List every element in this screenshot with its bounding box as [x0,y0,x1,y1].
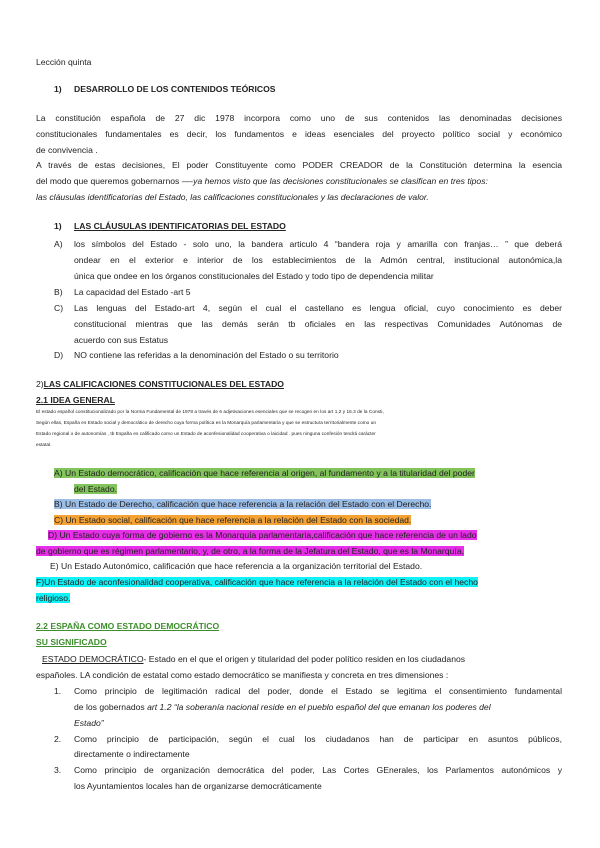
general-line-3: Estado regional o de autonomías , tb España es calificado como un Estado de aconfesionalidad cooperativa o laicidad . pues ninguna confesión tendrá carácter [36,431,376,436]
dimension-2-num: 2. [54,734,62,744]
section1-number: 1) [54,84,62,94]
general-line-2: Según ellas, España es Estado social y democrático de derecho cuya forma política es la Monarquía parlamentaria y que se estructura territorialmente como un [36,420,377,425]
calificacion-e: E) Un Estado Autonómico, calificación que hace referencia a la organización territorial del Estado. [50,561,423,571]
general-line-4: estatal. [36,442,52,447]
dimension-1-num: 1. [54,686,62,696]
lesson-title: Lección quinta [36,57,92,67]
clausula-d-line-1: NO contiene las referidas a la denominación del Estado o su territorio [74,350,339,360]
dimension-2-line-1: Como principio de participación, según el cual los ciudadanos han de participar en asuntos públicos, [74,734,562,744]
clausula-c-line-3: acuerdo con sus Estatus [74,335,169,345]
dimension-1-line-3: Estado” [74,718,104,728]
general-line-1: El estado español constitucionalizado por la Norma Fundamental de 1978 a través de 6 adjetivaciones esenciales que se recogen en los art 1,2 y 16.3 de la Consti, [36,409,384,414]
calificacion-f-line-1: F)Un Estado de aconfesionalidad cooperativa, calificación que hace referencia a la relación del Estado con el hecho [36,577,478,587]
clausula-a-line-1: los símbolos del Estado - solo uno, la bandera articulo 4 “bandera roja y amarilla con franjas… ” que deberá [74,239,562,249]
para2-line-3: las cláusulas identificatorias del Estado, las calificaciones constitucionales y las declaraciones de valor. [36,192,429,202]
clausula-c-line-2: constitucional mientras que las demás serán tb oficiales en las respectivas Comunidades Autónomas de [74,319,562,329]
clausula-a-line-3: única que ondee en los órganos constitucionales del Estado y todo tipo de dependencia militar [74,271,434,281]
dimension-3-num: 3. [54,765,62,775]
clausula-d-letter: D) [54,350,64,360]
clausula-a-line-2: ondear en el exterior e interior de los establecimientos de la Admón central, institucional autonómica,la [74,255,562,265]
intro-line-1: La constitución española de 27 dic 1978 incorpora como uno de sus contenidos las denominadas decisiones [36,113,562,123]
definition-line-1: ESTADO DEMOCRÁTICO- Estado en el que el origen y titularidad del poder político residen en los ciudadanos [42,654,466,664]
clausulas-heading: LAS CLÁUSULAS IDENTIFICATORIAS DEL ESTADO [74,221,286,231]
calificacion-a-line-1: A) Un Estado democrático, calificación que hace referencia al origen, al fundamento y a la titularidad del poder [54,468,475,478]
section1-heading: DESARROLLO DE LOS CONTENIDOS TEÓRICOS [74,84,276,94]
dimension-3-line-1: Como principio de organización democrática del poder, Las Cortes GEnerales, los Parlamentos autonómicos y [74,765,562,775]
section22-subheading: SU SIGNIFICADO [36,637,107,647]
section2-subheading: 2.1 IDEA GENERAL [36,395,115,405]
clausula-b-line-1: La capacidad del Estado -art 5 [74,287,191,297]
clausula-c-letter: C) [54,303,64,313]
intro-line-2: constitucionales fundamentales es decir, los fundamentos e ideas esenciales del proyecto político social y económico [36,129,562,139]
dimension-3-line-2: los Ayuntamientos locales han de organizarse democráticamente [74,781,322,791]
calificacion-c: C) Un Estado social, calificación que hace referencia a la relación del Estado con la sociedad. [54,515,412,525]
clausula-b-letter: B) [54,287,63,297]
dimension-1-line-1: Como principio de legitimación radical del poder, donde el Estado se legitima el consentimiento fundamental [74,686,562,696]
para2-line-2: del modo que queremos gobernarnos —-ya hemos visto que las decisiones constitucionales se clasifican en tres tipos: [36,176,488,186]
section22-heading: 2.2 ESPAÑA COMO ESTADO DEMOCRÁTICO [36,621,220,631]
clausula-a-letter: A) [54,239,63,249]
clausula-c-line-1: Las lenguas del Estado-art 4, según el cual el castellano es lengua oficial, cuyo conocimiento es deber [74,303,562,313]
definition-line-2: españoles. LA condición de estatal como estado democrático se manifiesta y concreta en tres dimensiones : [36,670,449,680]
dimension-2-line-2: directamente o indirectamente [74,749,190,759]
calificacion-b: B) Un Estado de Derecho, calificación que hace referencia a la relación del Estado con el Derecho. [54,499,432,509]
calificacion-a-line-2: del Estado. [74,484,117,494]
intro-line-3: de convivencia . [36,145,98,155]
dimension-1-line-2: de los gobernados art 1.2 “la soberanía nacional reside en el pueblo español del que emanan los poderes del [74,702,491,712]
calificacion-f-line-2: religioso. [36,593,71,603]
section2-heading: 2)LAS CALIFICACIONES CONSTITUCIONALES DEL ESTADO [36,379,284,389]
calificacion-d-line-1: D) Un Estado cuya forma de gobierno es la Monarquía parlamentaria,calificación que hace referencia de un lado [48,530,477,540]
calificacion-d-line-2: de gobierno que es régimen parlamentario, y, de otro, a la forma de la Jefatura del Estado, que es la Monarquía. [36,546,464,556]
para2-line-1: A través de estas decisiones, El poder Constituyente como PODER CREADOR de la Constitución determina la esencia [36,160,562,170]
clausulas-number: 1) [54,221,62,231]
